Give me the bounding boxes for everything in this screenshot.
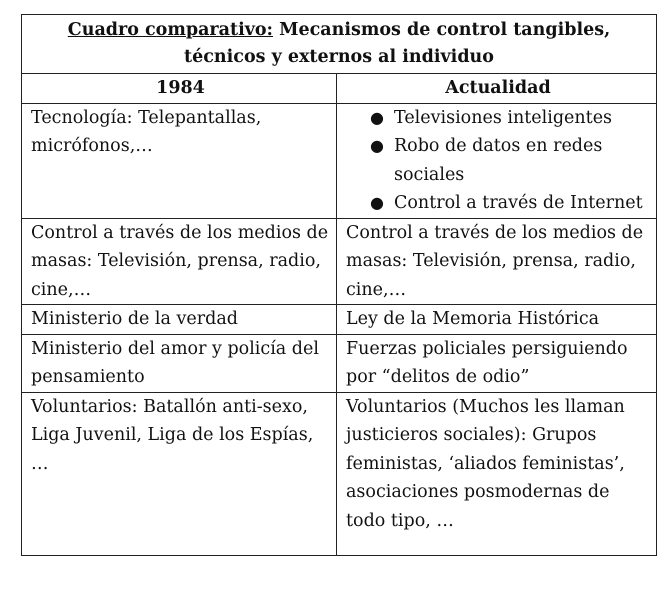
list-item-text: Robo de datos en redes sociales [394, 136, 603, 185]
table-row [22, 392, 657, 555]
table-title-text: Mecanismos de control tangibles, técnicos y externos al individuo [184, 20, 611, 67]
list-item [370, 189, 650, 218]
cell-actualidad: Fuerzas policiales persiguiendo por “delitos de odio” [337, 334, 657, 392]
table-title [22, 15, 657, 74]
header-row [22, 74, 657, 104]
table-row [22, 305, 657, 335]
table-title-prefix: Cuadro comparativo: [67, 20, 274, 40]
cell-1984: Control a través de los medios de masas: Televisión, prensa, radio, cine,… [22, 218, 337, 305]
list-item-text: Televisiones inteligentes [394, 107, 613, 128]
bullet-icon: ● [370, 136, 384, 155]
list-item [370, 104, 650, 133]
cell-actualidad [337, 103, 657, 218]
cell-1984: Ministerio del amor y policía del pensamiento [22, 334, 337, 392]
cell-1984: Ministerio de la verdad [22, 305, 337, 335]
cell-actualidad: Control a través de los medios de masas: Televisión, prensa, radio, cine,… [337, 218, 657, 305]
bullet-list [346, 104, 650, 218]
table-row [22, 218, 657, 305]
cell-1984: Voluntarios: Batallón anti-sexo, Liga Juvenil, Liga de los Espías, … [22, 392, 337, 555]
cell-actualidad: Voluntarios (Muchos les llaman justicieros sociales): Grupos feministas, ‘aliados feministas’, asociaciones posmodernas de todo tipo, … [337, 392, 657, 555]
list-item-text: Control a través de Internet [394, 193, 643, 213]
bullet-icon: ● [370, 193, 384, 212]
table-row [22, 334, 657, 392]
cell-actualidad: Ley de la Memoria Histórica [337, 305, 657, 335]
table-row [22, 103, 657, 218]
column-header-actualidad: Actualidad [337, 74, 657, 104]
list-item [370, 132, 650, 189]
comparison-table [21, 14, 657, 556]
cell-1984: Tecnología: Telepantallas, micrófonos,… [22, 103, 337, 218]
bullet-icon: ● [370, 107, 384, 127]
column-header-1984: 1984 [22, 74, 337, 104]
title-row [22, 15, 657, 74]
